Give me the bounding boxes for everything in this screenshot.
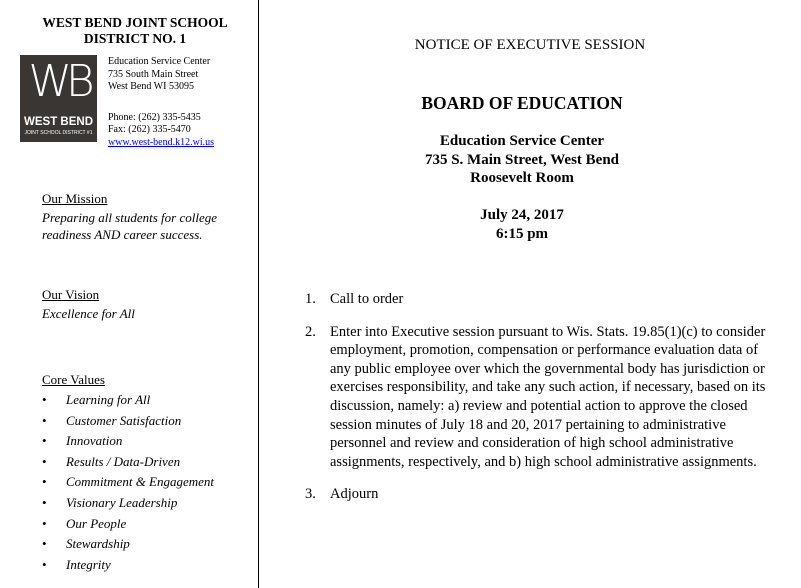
agenda-item-number: 3.: [305, 486, 316, 503]
mission-line1: Preparing all students for college: [42, 210, 217, 225]
agenda-item-text: personnel and review and consideration of high school administrative: [330, 435, 734, 452]
core-values-heading: Core Values: [42, 372, 105, 387]
agenda-item-text: exercises responsibility, and take any such action, if necessary, based on its: [330, 379, 766, 396]
core-value-item: • Results / Data-Driven: [42, 452, 214, 473]
meeting-date: July 24, 2017: [480, 207, 564, 223]
core-value-item: • Integrity: [42, 555, 214, 576]
mission-heading: Our Mission: [42, 191, 108, 206]
meeting-location: [259, 132, 785, 188]
agenda-item-text: session minutes of July 18 and 20, 2017 pertaining to administrative: [330, 416, 726, 433]
logo-name: WEST BEND: [24, 116, 93, 128]
district-name: [20, 15, 250, 47]
agenda-item-text: Call to order: [330, 291, 404, 307]
agenda-item-text: Adjourn: [330, 486, 379, 503]
website-link[interactable]: www.west-bend.k12.wi.us: [108, 136, 215, 148]
district-name-line1: WEST BEND JOINT SCHOOL: [42, 15, 228, 30]
vision-text: Excellence for All: [42, 306, 135, 321]
agenda-item-text: assignments, respectively, and b) high school administrative assignments.: [330, 453, 757, 470]
agenda-item-text: discussion, namely: a) review and potential action to approve the closed: [330, 397, 748, 414]
core-values-list: [42, 390, 214, 575]
agenda-item-number: 1.: [305, 291, 316, 307]
contact-fax: Fax: (262) 335-5470: [108, 124, 191, 135]
agenda-item-text: Enter into Executive session pursuant to Wis. Stats. 19.85(1)(c) to consider: [330, 323, 766, 340]
meeting-datetime: [259, 206, 785, 243]
meeting-time: 6:15 pm: [495, 225, 549, 242]
agenda-item-text: employment, promotion, compensation or performance evaluation data of: [330, 342, 759, 359]
agenda-list: [305, 290, 765, 518]
column-divider: [258, 0, 259, 588]
core-value-item: • Visionary Leadership: [42, 493, 214, 514]
contact-city: West Bend WI 53095: [108, 81, 194, 92]
contact-street: 735 South Main Street: [108, 68, 199, 80]
contact-block: [108, 56, 214, 149]
notice-title: NOTICE OF EXECUTIVE SESSION: [414, 37, 646, 53]
core-value-item: • Stewardship: [42, 534, 214, 555]
contact-phone: Phone: (262) 335-5435: [108, 111, 201, 123]
core-value-item: • Commitment & Engagement: [42, 472, 214, 493]
agenda-item-number: 2.: [305, 323, 316, 340]
location-line1: Education Service Center: [439, 133, 605, 149]
location-line3: Roosevelt Room: [470, 170, 574, 186]
district-name-line2: DISTRICT NO. 1: [83, 31, 187, 46]
location-line2: 735 S. Main Street, West Bend: [424, 151, 620, 168]
district-logo: [20, 55, 97, 142]
core-value-item: • Our People: [42, 514, 214, 535]
board-title: BOARD OF EDUCATION: [421, 93, 623, 113]
logo-subtitle: JOINT SCHOOL DISTRICT #1: [24, 130, 93, 136]
agenda-item: [305, 290, 765, 309]
mission-text: [42, 209, 242, 243]
core-value-item: • Learning for All: [42, 390, 214, 411]
agenda-item-text: any public employee over which the governmental body has jurisdiction or: [330, 360, 765, 377]
core-value-item: • Customer Satisfaction: [42, 411, 214, 432]
contact-office: Education Service Center: [108, 56, 211, 67]
agenda-item: [305, 323, 765, 472]
vision-heading: Our Vision: [42, 287, 100, 302]
mission-line2: readiness AND career success.: [42, 227, 203, 242]
core-value-item: • Innovation: [42, 431, 214, 452]
logo-letters: WB: [28, 56, 89, 107]
agenda-item: [305, 485, 765, 504]
